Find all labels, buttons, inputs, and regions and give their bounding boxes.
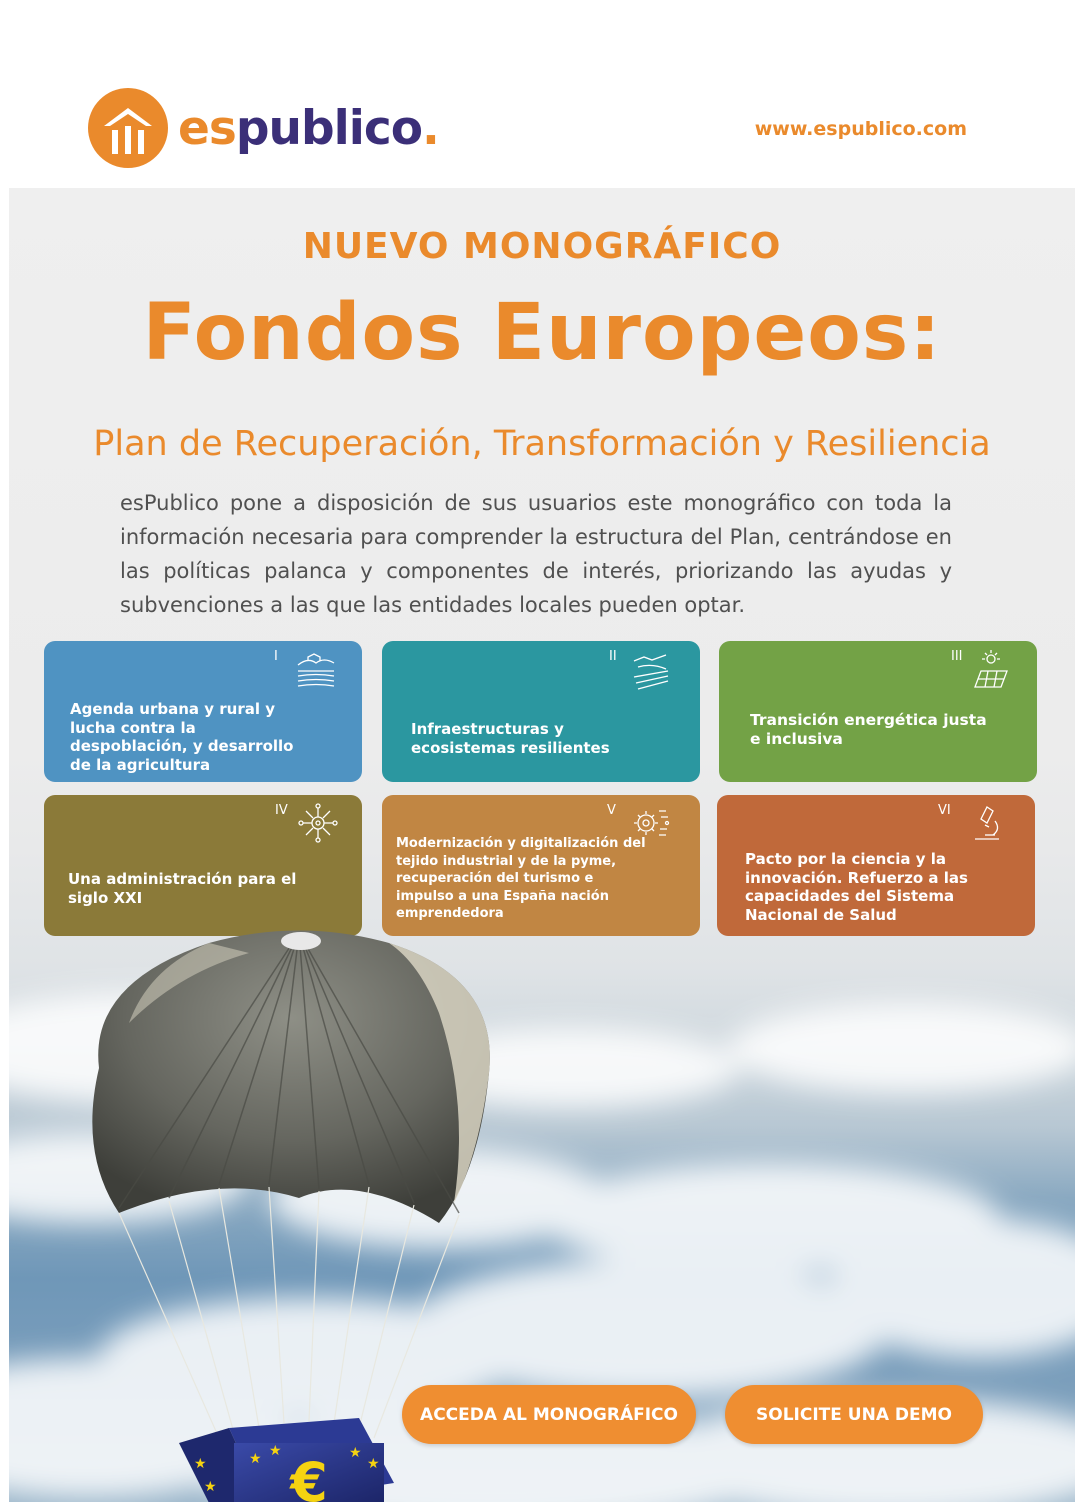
policy-card-1-number: I (274, 649, 278, 664)
logo-wordmark (178, 100, 439, 156)
svg-text:★: ★ (367, 1456, 380, 1472)
policy-card-2[interactable] (382, 641, 700, 782)
policy-card-6[interactable] (717, 795, 1035, 936)
subtitle: Plan de Recuperación, Transformación y Resiliencia (93, 424, 991, 464)
policy-card-4-number: IV (275, 803, 288, 818)
espublico-logo[interactable] (88, 88, 439, 168)
policy-card-3-number: III (951, 649, 963, 664)
columns-logo-icon (88, 88, 168, 168)
policy-card-6-label: Pacto por la ciencia y la innovación. Refuerzo a las capacidades del Sistema Nacional de Salud (745, 850, 968, 924)
request-demo-button[interactable]: SOLICITE UNA DEMO (725, 1385, 983, 1444)
policy-card-1[interactable] (44, 641, 362, 782)
policy-card-5-label: Modernización y digitalización del tejido industrial y de la pyme, recuperación del turismo e impulso a una España nación emprendedora (396, 836, 646, 921)
content-panel (9, 188, 1075, 1502)
euro-symbol: € (290, 1451, 328, 1503)
svg-text:★: ★ (249, 1451, 262, 1467)
svg-text:★: ★ (349, 1445, 362, 1461)
farm-landscape-icon (294, 647, 338, 691)
svg-text:★: ★ (194, 1456, 207, 1472)
solar-energy-icon (969, 647, 1013, 691)
policy-card-5[interactable] (382, 795, 700, 936)
policy-card-4-label: Una administración para el siglo XXI (68, 870, 297, 907)
logo-wordmark-dot: . (421, 100, 439, 156)
policy-card-1-label: Agenda urbana y rural y lucha contra la despoblación, y desarrollo de la agricultura (70, 700, 294, 774)
policy-card-5-number: V (607, 803, 616, 818)
main-title: Fondos Europeos: (142, 288, 942, 378)
access-monograph-button[interactable]: ACCEDA AL MONOGRÁFICO (402, 1385, 696, 1444)
logo-wordmark-es: es (178, 100, 236, 156)
svg-text:★: ★ (204, 1479, 217, 1495)
kicker-heading: NUEVO MONOGRÁFICO (302, 226, 782, 267)
logo-wordmark-publico: publico (235, 100, 422, 156)
policy-card-6-number: VI (938, 803, 951, 818)
policy-card-4[interactable] (44, 795, 362, 936)
svg-text:★: ★ (269, 1443, 282, 1459)
policy-card-3[interactable] (719, 641, 1037, 782)
microscope-icon (965, 801, 1009, 845)
policy-card-2-label: Infraestructuras y ecosistemas resilientes (411, 720, 610, 757)
network-admin-icon (296, 801, 340, 845)
policy-card-2-number: II (609, 649, 617, 664)
intro-paragraph: esPublico pone a disposición de sus usuarios este monográfico con toda la información necesaria para comprender la estructura del Plan, centrándose en las políticas palanca y componentes de interés, priorizando las ayudas y subvenciones a las que las entidades locales pueden optar. (120, 491, 952, 617)
road-landscape-icon (628, 647, 672, 691)
policy-card-3-label: Transición energética justa e inclusiva (750, 711, 987, 748)
site-url-link[interactable]: www.espublico.com (754, 118, 967, 140)
